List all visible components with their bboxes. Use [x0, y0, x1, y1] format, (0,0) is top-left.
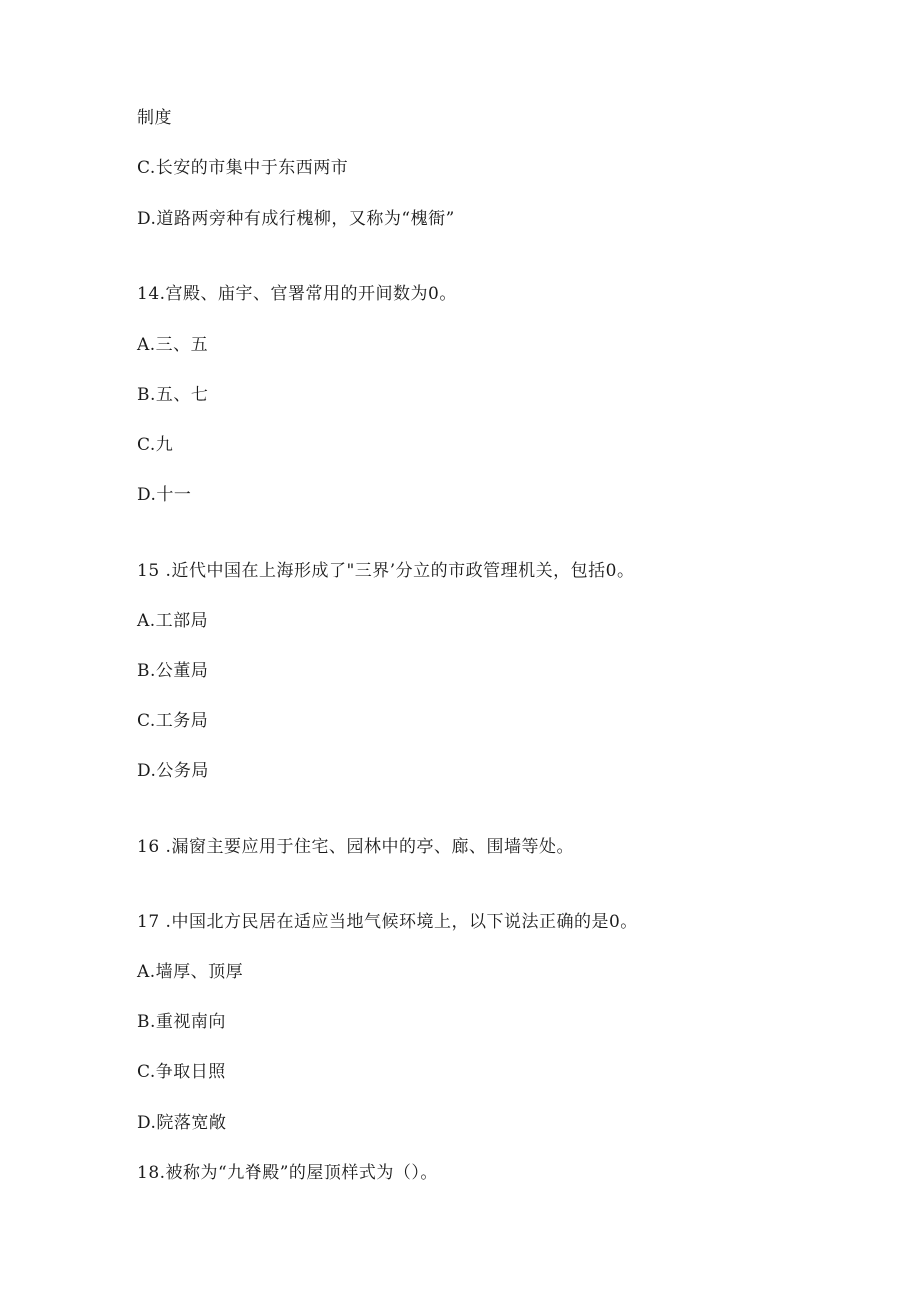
option-line: B.公董局 [137, 661, 209, 681]
option-line: D.院落宽敞 [137, 1113, 227, 1133]
question-17: 17 .中国北方民居在适应当地气候环境上，以下说法正确的是0。 [137, 912, 638, 932]
option-line: A.墙厚、顶厚 [137, 962, 244, 982]
option-line: C.争取日照 [137, 1062, 226, 1082]
option-line: C.工务局 [137, 711, 209, 731]
option-line: D.道路两旁种有成行槐柳，又称为“槐衙” [137, 209, 455, 229]
option-line: B.五、七 [137, 385, 209, 405]
option-line: D.公务局 [137, 761, 209, 781]
question-15: 15 .近代中国在上海形成了"三界’分立的市政管理机关，包括0。 [137, 561, 635, 581]
option-line: D.十一 [137, 485, 192, 505]
option-line: C.九 [137, 435, 174, 455]
option-line: B.重视南向 [137, 1012, 226, 1032]
text-line: 制度 [137, 108, 172, 128]
option-line: A.三、五 [137, 335, 209, 355]
option-line: C.长安的市集中于东西两市 [137, 158, 349, 178]
question-18: 18.被称为“九脊殿”的屋顶样式为（）。 [137, 1163, 438, 1183]
option-line: A.工部局 [137, 611, 209, 631]
question-14: 14.宫殿、庙宇、官署常用的开间数为0。 [137, 284, 457, 304]
question-16: 16 .漏窗主要应用于住宅、园林中的亭、廊、围墙等处。 [137, 837, 574, 857]
